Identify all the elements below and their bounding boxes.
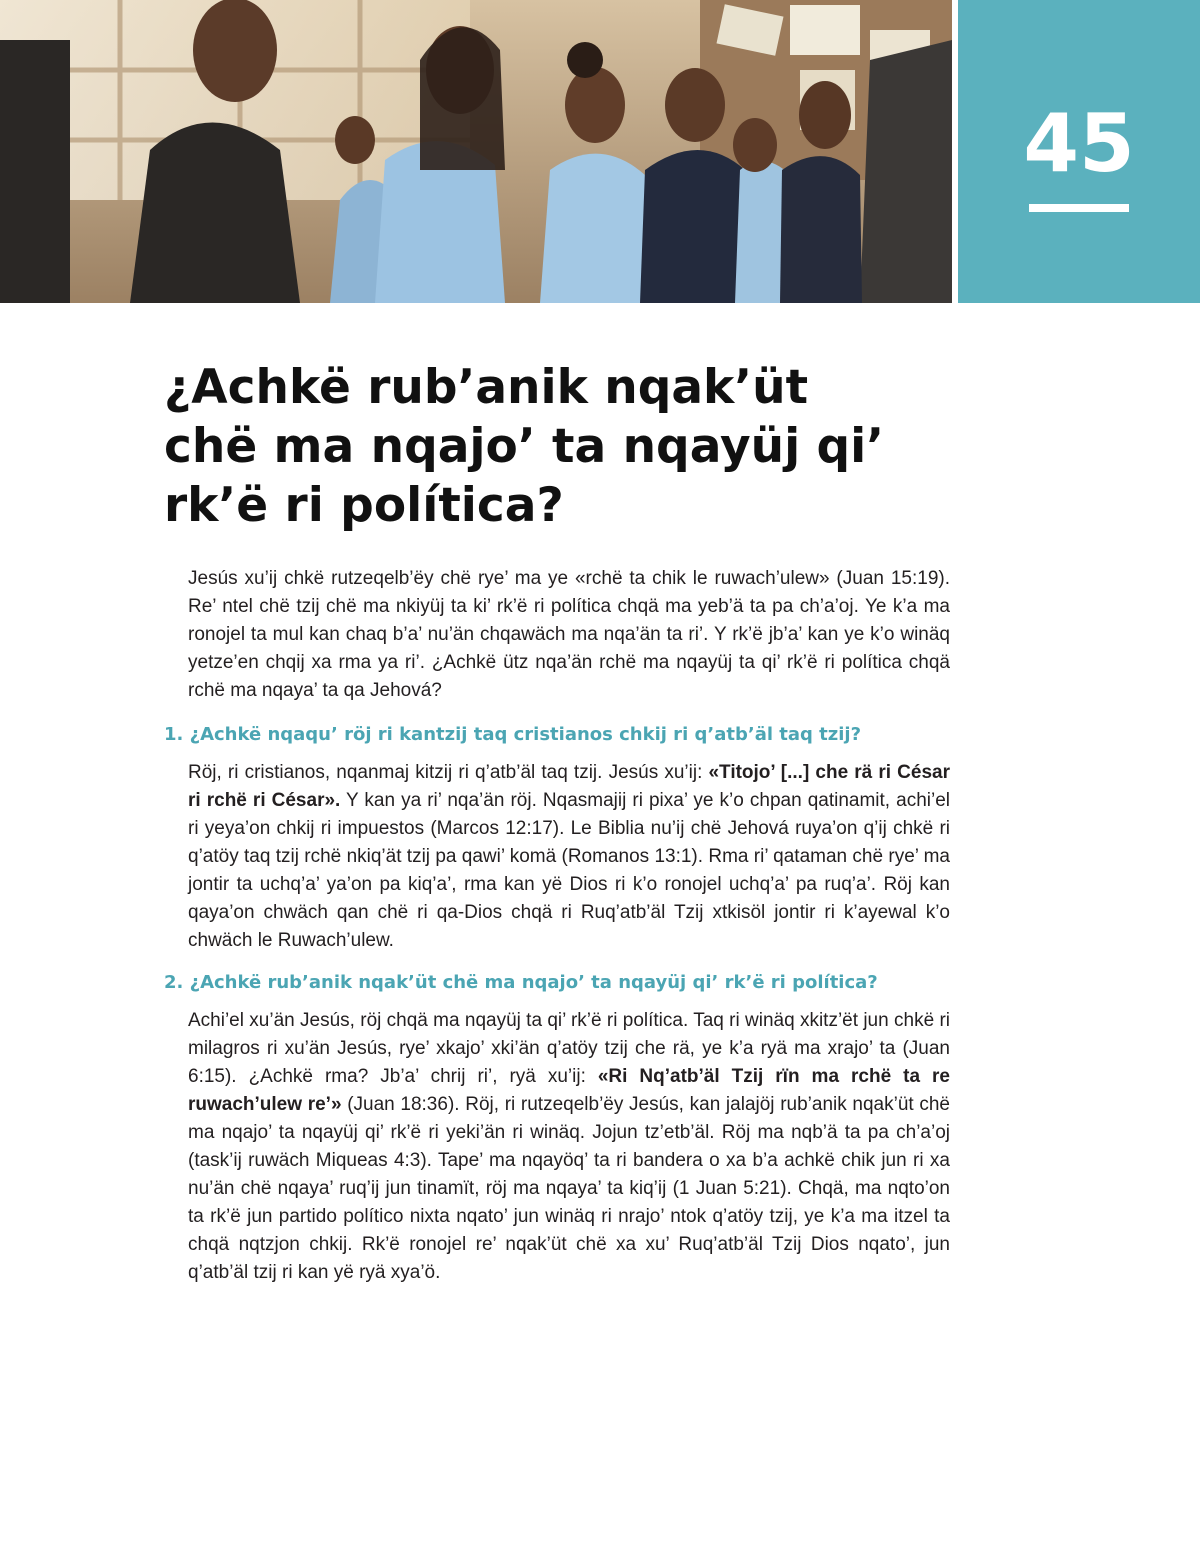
question-1-answer [188, 759, 950, 955]
page-title-line-2: chë ma nqajo’ ta nqayüj qi’ [164, 419, 885, 474]
page-title-line-1: ¿Achkë rub’anik nqak’üt [164, 360, 809, 415]
header-photo [0, 0, 952, 303]
answer-2-text-end: (Juan 18:36). Röj, ri rutzeqelb’ëy Jesús, kan jalajöj rub’anik nqak’üt chë ma nqajo’ ta nqayüj qi’ rk’ë ri yeki’än ri winäq. Jojun tz’etb’äl. Röj ma nqb’ä ta pa ch’a’oj (task’ij ruwäch Miqueas 4:3). Tape’ ma nqayöq’ ta ri bandera o xa b’a achkë chik jun ri xa nu’än chë nqaya’ ruq’ij jun tinamït, röj ma nqaya’ ta kiq’ij (1 Juan 5:21). Chqä, ma nqto’on ta rk’ë jun partido político nixta nqato’ jun winäq ri nrajo’ ntok q’atöy tzij, ye k’a ma itzel ta chqä nqtzjon chkij. Rk’ë ronojel re’ nqak’üt chë xa xu’ Ruq’atb’äl Tzij Dios nqato’, jun q’atb’äl tzij ri kan yë ryä xya’ö. [188, 1094, 950, 1283]
answer-1-text-start: Röj, ri cristianos, nqanmaj kitzij ri q’atb’äl taq tzij. Jesús xu’ij: [188, 762, 709, 783]
answer-2-text-start: Achi’el xu’än Jesús, röj chqä ma nqayüj ta qi’ rk’ë ri política. Taq ri winäq xkitz’ët jun chkë ri milagros ri xu’än Jesús, rye’ xkajo’ xki’än q’atöy tzij che rä, ye k’a ryä ma xrajo’ ta (Juan 6:15). ¿Achkë rma? Jb’a’ chrij ri’, ryä xu’ij: [188, 1010, 950, 1087]
intro-paragraph: Jesús xu’ij chkë rutzeqelb’ëy chë rye’ ma ye «rchë ta chik le ruwach’ulew» (Juan 15:19). Re’ ntel chë tzij chë ma nkiyüj ta ki’ rk’ë ri política chqä ma yeb’ä ta pa ch’a’oj. Ye k’a ma ronojel ta mul kan chaq b’a’ nu’än chqawäch ma nqa’än ta ri’. Y rk’ë jb’a’ kan ye k’o winäq yetze’en chqij xa rma ya ri’. ¿Achkë ütz nqa’än rchë ma nqayüj ta qi’ rk’ë ri política chqä rchë ma nqaya’ ta qa Jehová? [188, 568, 950, 701]
page-title-line-3: rk’ë ri política? [164, 478, 564, 533]
lesson-number: 45 [1023, 97, 1135, 190]
answer-1-text-end: Y kan ya ri’ nqa’än röj. Nqasmajij ri pixa’ ye k’o chpan qatinamit, achi’el ri yeya’on chkij ri impuestos (Marcos 12:17). Le Biblia nu’ij chë Jehová ruya’on q’ij chkë ri q’atöy taq tzij rchë nkiq’ät tzij pa qawi’ komä (Romanos 13:1). Rma ri’ qataman chë rye’ ma jontir ta uchq’a’ ya’on pa kiq’a’, rma kan yë Dios ri k’o ronojel uchq’a’ pa ruq’a’. Röj kan qaya’on chwäch qan chë ri qa-Dios chqä ri Ruq’atb’äl Tzij xtkisöl jontir ri k’ayewal k’o chwäch le Ruwach’ulew. [188, 790, 950, 951]
classroom-photo-illustration [0, 0, 952, 303]
answer-1-quote: «Titojo’ [...] che rä ri César ri rchë ri César». [188, 762, 950, 811]
lesson-number-underline [1029, 204, 1129, 212]
question-1-heading: 1. ¿Achkë nqaqu’ röj ri kantzij taq cristianos chkij ri q’atb’äl taq tzij? [164, 724, 862, 745]
lesson-number-panel [958, 0, 1200, 303]
answer-2-quote: «Ri Nq’atb’äl Tzij rïn ma rchë ta re ruwach’ulew re’» [188, 1066, 950, 1115]
question-2-answer [188, 1007, 950, 1287]
page-title [164, 358, 884, 535]
lesson-body [164, 565, 950, 1287]
question-2-heading: 2. ¿Achkë rub’anik nqak’üt chë ma nqajo’ ta nqayüj qi’ rk’ë ri política? [164, 972, 878, 993]
